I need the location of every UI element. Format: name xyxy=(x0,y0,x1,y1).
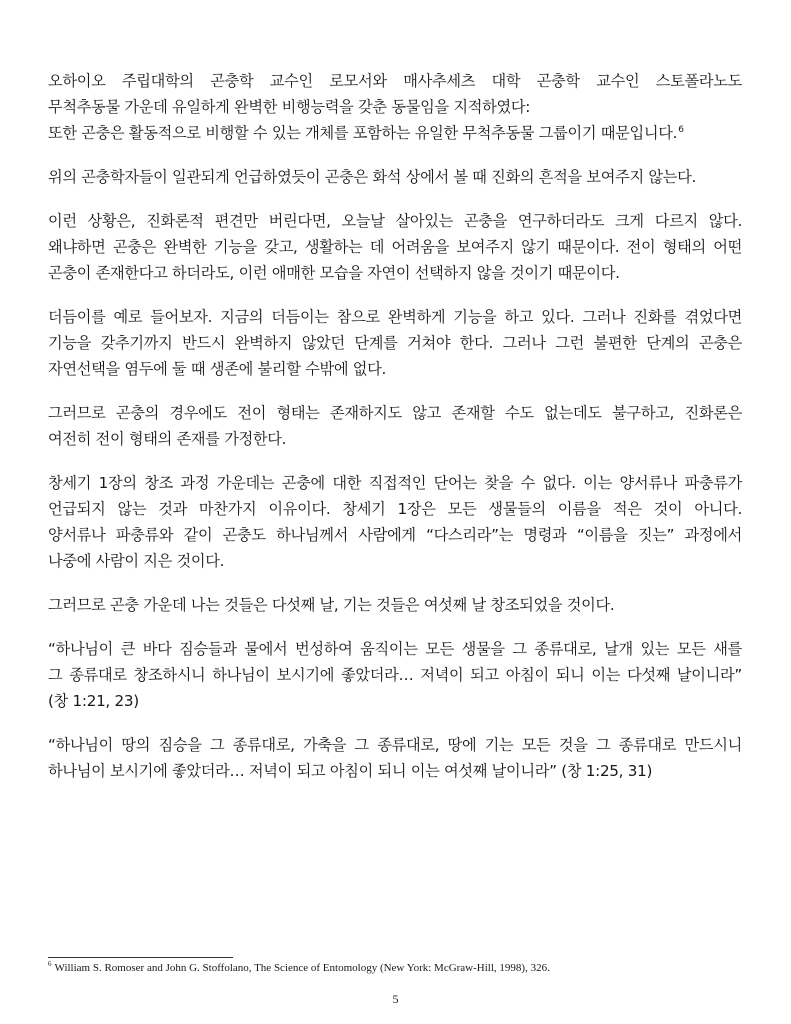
text-line: 무척추동물 가운데 유일하게 완벽한 비행능력을 갖춘 동물임을 지적하였다: xyxy=(48,98,531,116)
text-line: 기능을 갖추기까지 반드시 완벽하지 않았던 단계를 거쳐야 한다. 그러나 그런 불편한 단계의 곤충은 xyxy=(48,334,742,352)
text-line: 양서류나 파충류와 같이 곤충도 하나님께서 사람에게 “다스리라”는 명령과 “이름을 짓는” 과정에서 xyxy=(48,526,742,544)
text-line: 그러므로 곤충 가운데 나는 것들은 다섯째 날, 기는 것들은 여섯째 날 창조되었을 것이다. xyxy=(48,596,615,614)
text-line: 언급되지 않는 것과 마찬가지 이유이다. 창세기 1장은 모든 생물들의 이름을 적은 것이 아니다. xyxy=(48,500,742,518)
text-line: 창세기 1장의 창조 과정 가운데는 곤충에 대한 직접적인 단어는 찾을 수 없다. 이는 양서류나 파충류가 xyxy=(48,474,742,492)
page-number: 5 xyxy=(392,992,399,1006)
text-line: 오하이오 주립대학의 곤충학 교수인 로모서와 매사추세츠 대학 곤충학 교수인 스토폴라노도 xyxy=(48,72,742,90)
text-line: 왜냐하면 곤충은 완벽한 기능을 갖고, 생활하는 데 어려움을 보여주지 않기 때문이다. 전이 형태의 어떤 xyxy=(48,238,742,256)
text-line: 그 종류대로 창조하시니 하나님이 보시기에 좋았더라… 저녁이 되고 아침이 되니 이는 다섯째 날이니라” xyxy=(48,666,742,684)
text-line-content: 또한 곤충은 활동적으로 비행할 수 있는 개체를 포함하는 유일한 무척추동물 그룹이기 때문입니다. xyxy=(48,124,678,142)
footnote-divider xyxy=(48,957,233,958)
text-line: (창 1:21, 23) xyxy=(48,692,139,710)
text-line: 위의 곤충학자들이 일관되게 언급하였듯이 곤충은 화석 상에서 볼 때 진화의 흔적을 보여주지 않는다. xyxy=(48,168,697,186)
footnote-text: William S. Romoser and John G. Stoffolano, The Science of Entomology (New York: McGraw-Hill, 1998), 326. xyxy=(54,962,550,974)
paragraph-1 xyxy=(48,68,742,146)
quote-paragraph-1 xyxy=(48,636,742,714)
paragraph-4 xyxy=(48,304,742,382)
quote-paragraph-2 xyxy=(48,732,742,784)
text-line: 곤충이 존재한다고 하더라도, 이런 애매한 모습을 자연이 선택하지 않을 것이기 때문이다. xyxy=(48,264,620,282)
text-line: 나중에 사람이 지은 것이다. xyxy=(48,552,225,570)
text-line: 그러므로 곤충의 경우에도 전이 형태는 존재하지도 않고 존재할 수도 없는데도 불구하고, 진화론은 xyxy=(48,404,742,422)
text-line: 자연선택을 염두에 둘 때 생존에 불리할 수밖에 없다. xyxy=(48,360,387,378)
text-line: “하나님이 땅의 짐승을 그 종류대로, 가축을 그 종류대로, 땅에 기는 모든 것을 그 종류대로 만드시니 xyxy=(48,736,742,754)
document-body xyxy=(48,68,742,802)
text-line: 여전히 전이 형태의 존재를 가정한다. xyxy=(48,430,287,448)
footnote-number: 6 xyxy=(48,960,52,969)
text-line: 이런 상황은, 진화론적 편견만 버린다면, 오늘날 살아있는 곤충을 연구하더라도 크게 다르지 않다. xyxy=(48,212,742,230)
text-line: 더듬이를 예로 들어보자. 지금의 더듬이는 참으로 완벽하게 기능을 하고 있다. 그러나 진화를 겪었다면 xyxy=(48,308,742,326)
paragraph-6 xyxy=(48,470,742,574)
paragraph-2 xyxy=(48,164,742,190)
paragraph-3 xyxy=(48,208,742,286)
text-line: 하나님이 보시기에 좋았더라… 저녁이 되고 아침이 되니 이는 여섯째 날이니라” (창 1:25, 31) xyxy=(48,762,653,780)
footnote xyxy=(48,961,748,975)
paragraph-5 xyxy=(48,400,742,452)
footnote-reference: 6 xyxy=(678,124,684,135)
paragraph-7 xyxy=(48,592,742,618)
text-line xyxy=(48,120,742,146)
text-line: “하나님이 큰 바다 짐승들과 물에서 번성하여 움직이는 모든 생물을 그 종류대로, 날개 있는 모든 새를 xyxy=(48,640,742,658)
